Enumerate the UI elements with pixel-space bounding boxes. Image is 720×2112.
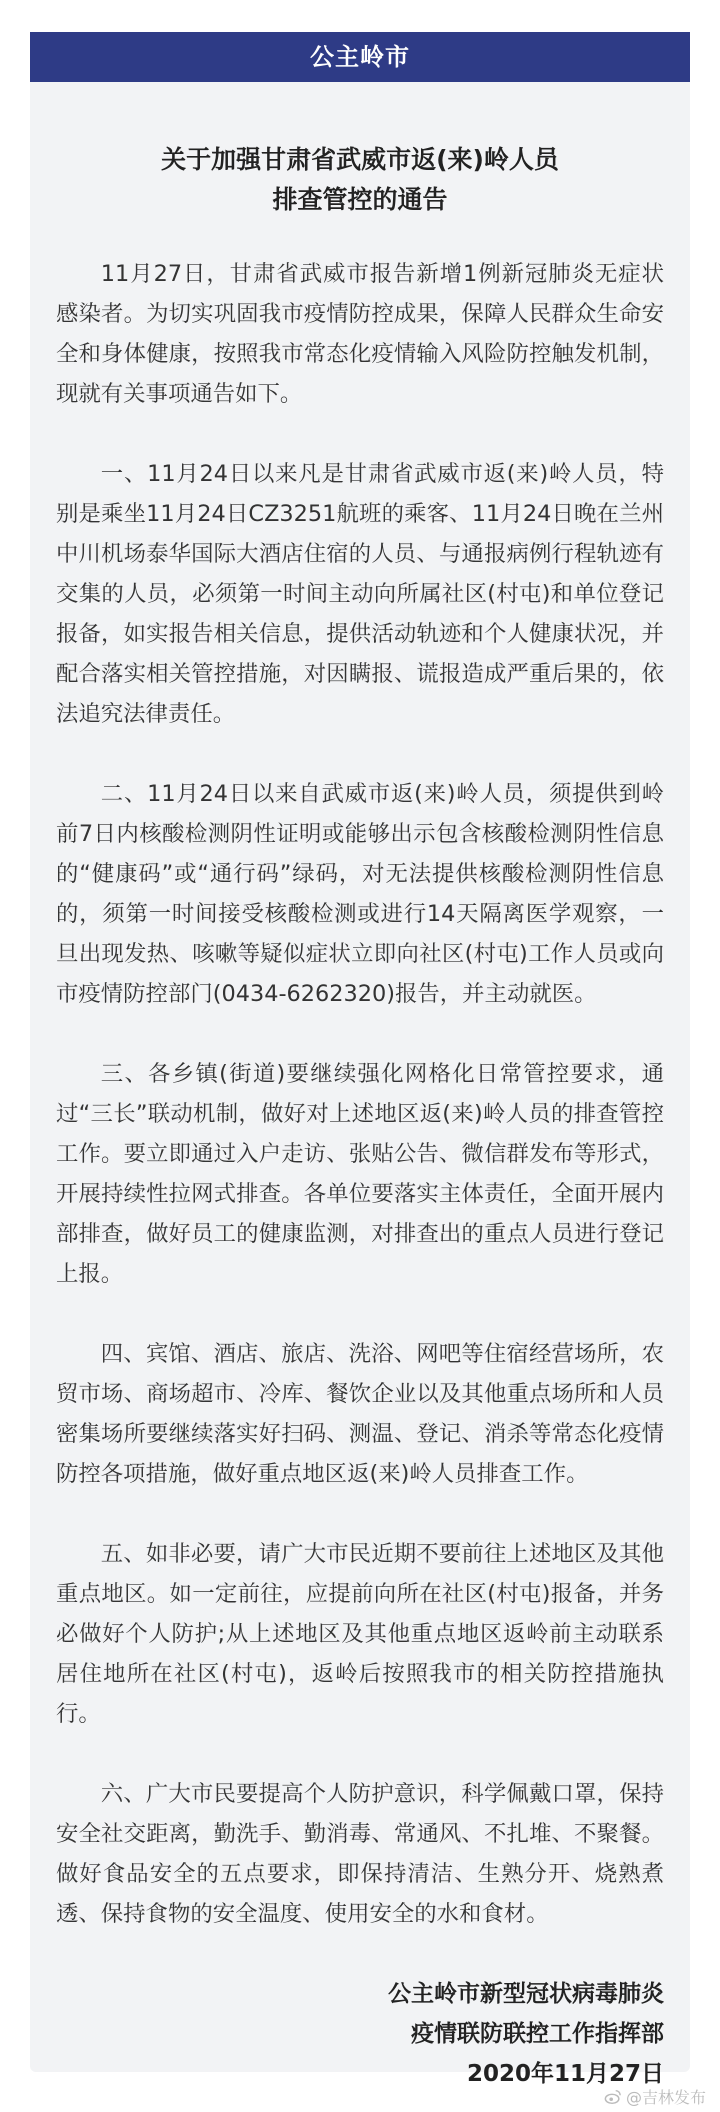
notice-card bbox=[30, 32, 690, 2087]
signature-line1: 公主岭市新型冠状病毒肺炎 bbox=[388, 1981, 664, 2007]
weibo-logo-icon bbox=[604, 2088, 622, 2106]
notice-date: 2020年11月27日 bbox=[466, 2061, 664, 2087]
paragraph-item-6: 六、广大市民要提高个人防护意识，科学佩戴口罩，保持安全社交距离，勤洗手、勤消毒、常通风、不扎堆、不聚餐。做好食品安全的五点要求，即保持清洁、生熟分开、烧熟煮透、保持食物的安全温度、使用安全的水和食材。 bbox=[56, 1781, 664, 1927]
header-banner bbox=[30, 32, 690, 82]
header-title: 公主岭市 bbox=[310, 43, 410, 71]
paragraph-item-4: 四、宾馆、酒店、旅店、洗浴、网吧等住宿经营场所，农贸市场、商场超市、冷库、餐饮企业以及其他重点场所和人员密集场所要继续落实好扫码、测温、登记、消杀等常态化疫情防控各项措施，做好重点地区返(来)岭人员排查工作。 bbox=[56, 1341, 664, 1487]
notice-title bbox=[30, 140, 690, 220]
notice-title-line1: 关于加强甘肃省武威市返(来)岭人员 bbox=[161, 145, 559, 174]
notice-title-line2: 排查管控的通告 bbox=[272, 185, 448, 214]
paragraph-intro: 11月27日，甘肃省武威市报告新增1例新冠肺炎无症状感染者。为切实巩固我市疫情防控成果，保障人民群众生命安全和身体健康，按照我市常态化疫情输入风险防控触发机制，现就有关事项通告如下。 bbox=[56, 261, 664, 407]
watermark-text: @吉林发布 bbox=[625, 2088, 706, 2107]
paragraph-item-1: 一、11月24日以来凡是甘肃省武威市返(来)岭人员，特别是乘坐11月24日CZ3251航班的乘客、11月24日晚在兰州中川机场泰华国际大酒店住宿的人员、与通报病例行程轨迹有交集的人员，必须第一时间主动向所属社区(村屯)和单位登记报备，如实报告相关信息，提供活动轨迹和个人健康状况，并配合落实相关管控措施，对因瞒报、谎报造成严重后果的，依法追究法律责任。 bbox=[56, 461, 664, 727]
paragraph-item-5: 五、如非必要，请广大市民近期不要前往上述地区及其他重点地区。如一定前往，应提前向所在社区(村屯)报备，并务必做好个人防护;从上述地区及其他重点地区返岭前主动联系居住地所在社区(村屯)，返岭后按照我市的相关防控措施执行。 bbox=[56, 1541, 664, 1727]
weibo-watermark bbox=[604, 2085, 706, 2108]
notice-body bbox=[30, 254, 690, 1934]
paragraph-item-3: 三、各乡镇(街道)要继续强化网格化日常管控要求，通过“三长”联动机制，做好对上述地区返(来)岭人员的排查管控工作。要立即通过入户走访、张贴公告、微信群发布等形式，开展持续性拉网式排查。各单位要落实主体责任，全面开展内部排查，做好员工的健康监测，对排查出的重点人员进行登记上报。 bbox=[56, 1061, 664, 1287]
signature-block bbox=[30, 1974, 690, 2094]
signature-line2: 疫情联防联控工作指挥部 bbox=[411, 2021, 664, 2047]
paragraph-item-2: 二、11月24日以来自武威市返(来)岭人员，须提供到岭前7日内核酸检测阴性证明或能够出示包含核酸检测阴性信息的“健康码”或“通行码”绿码，对无法提供核酸检测阴性信息的，须第一时间接受核酸检测或进行14天隔离医学观察，一旦出现发热、咳嗽等疑似症状立即向社区(村屯)工作人员或向市疫情防控部门(0434-6262320)报告，并主动就医。 bbox=[56, 781, 664, 1007]
